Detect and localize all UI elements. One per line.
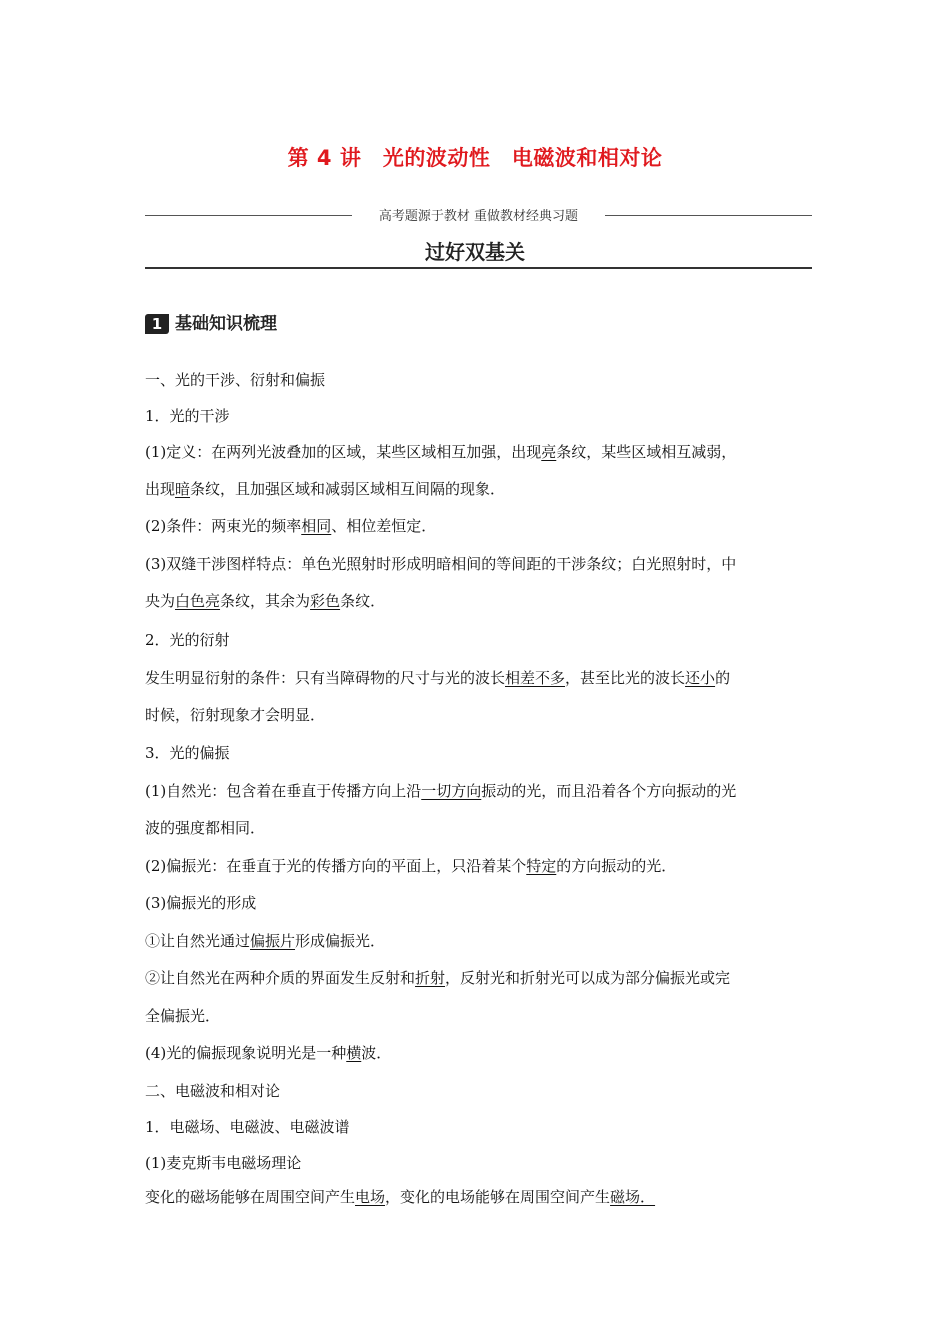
blank-answer: 偏振片 [250,932,296,950]
text-segment: 2．光的衍射 [145,631,230,649]
blank-answer: 电场 [355,1188,386,1206]
blank-answer: 特定 [526,857,557,875]
blank-answer: 横 [346,1044,362,1062]
text-segment: (3)双缝干涉图样特点：单色光照射时形成明暗相间的等间距的干涉条纹；白光照射时，中 [145,555,737,573]
blank-answer: 折射 [415,969,446,987]
text-segment: 波． [361,1044,392,1062]
text-segment: 形成偏振光． [295,932,386,950]
text-segment: (2)偏振光：在垂直于光的传播方向的平面上，只沿着某个 [145,857,527,875]
text-line [145,1117,812,1137]
text-line [145,931,812,951]
text-segment: ，反射光和折射光可以成为部分偏振光或完 [445,969,731,987]
blank-answer: 磁场． [610,1188,656,1206]
text-segment: 的方向振动的光． [556,857,677,875]
text-segment: 时候，衍射现象才会明显． [145,706,326,724]
text-segment: 发生明显衍射的条件：只有当障碍物的尺寸与光的波长 [145,669,506,687]
text-line [145,370,812,390]
text-segment: 1．光的干涉 [145,407,230,425]
text-line [145,554,812,574]
heading-rule [145,267,812,269]
section-number-badge: 1 [145,314,169,334]
blank-answer: 亮 [541,443,557,461]
subtitle-banner [145,205,812,227]
text-segment: 全偏振光． [145,1007,221,1025]
text-line [145,893,812,913]
text-line [145,668,812,688]
text-segment: ①让自然光通过 [145,932,251,950]
text-line [145,1006,812,1026]
text-segment: 二、电磁波和相对论 [145,1082,281,1100]
text-segment: (1)麦克斯韦电磁场理论 [145,1154,302,1172]
text-segment: 、相位差恒定． [331,517,437,535]
blank-answer: 一切方向 [421,782,482,800]
text-segment: (2)条件：两束光的频率 [145,517,302,535]
text-segment: 出现 [145,480,176,498]
text-segment: 的 [715,669,731,687]
text-line [145,1081,812,1101]
text-line [145,479,812,499]
text-segment: 波的强度都相同． [145,819,266,837]
section-label: 基础知识梳理 [175,314,277,334]
text-segment: 1．电磁场、电磁波、电磁波谱 [145,1118,350,1136]
text-segment: 条纹，且加强区域和减弱区域相互间隔的现象． [190,480,506,498]
text-line [145,1187,812,1207]
text-line [145,968,812,988]
text-line [145,818,812,838]
text-line [145,1153,812,1173]
text-segment: 条纹，其余为 [220,592,311,610]
text-segment: 一、光的干涉、衍射和偏振 [145,371,326,389]
text-line [145,705,812,725]
text-segment: 条纹，某些区域相互减弱， [556,443,737,461]
text-segment: ，变化的电场能够在周围空间产生 [385,1188,611,1206]
subtitle-text: 高考题源于教材 重做教材经典习题 [378,209,579,224]
blank-answer: 相同 [301,517,332,535]
text-segment: 3．光的偏振 [145,744,230,762]
text-line [145,516,812,536]
text-line [145,1043,812,1063]
blank-answer: 白色亮 [175,592,221,610]
text-segment: 振动的光，而且沿着各个方向振动的光 [481,782,737,800]
text-line [145,406,812,426]
blank-answer: 相差不多 [505,669,566,687]
banner-heading: 过好双基关 [425,240,525,264]
text-segment: (1)自然光：包含着在垂直于传播方向上沿 [145,782,422,800]
blank-answer: 暗 [175,480,191,498]
text-segment: ，甚至比光的波长 [565,669,686,687]
text-segment: (1)定义：在两列光波叠加的区域，某些区域相互加强，出现 [145,443,542,461]
text-line [145,630,812,650]
text-line [145,743,812,763]
lecture-title: 第 4 讲 光的波动性 电磁波和相对论 [287,146,663,170]
text-segment: ②让自然光在两种介质的界面发生反射和 [145,969,416,987]
text-line [145,856,812,876]
text-segment: 条纹． [340,592,386,610]
blank-answer: 还小 [685,669,716,687]
text-segment: (3)偏振光的形成 [145,894,257,912]
blank-answer: 彩色 [310,592,341,610]
text-segment: (4)光的偏振现象说明光是一种 [145,1044,347,1062]
text-line [145,781,812,801]
subtitle-rule-right [605,215,812,216]
text-line [145,442,812,462]
text-line [145,591,812,611]
text-segment: 变化的磁场能够在周围空间产生 [145,1188,356,1206]
text-segment: 央为 [145,592,176,610]
